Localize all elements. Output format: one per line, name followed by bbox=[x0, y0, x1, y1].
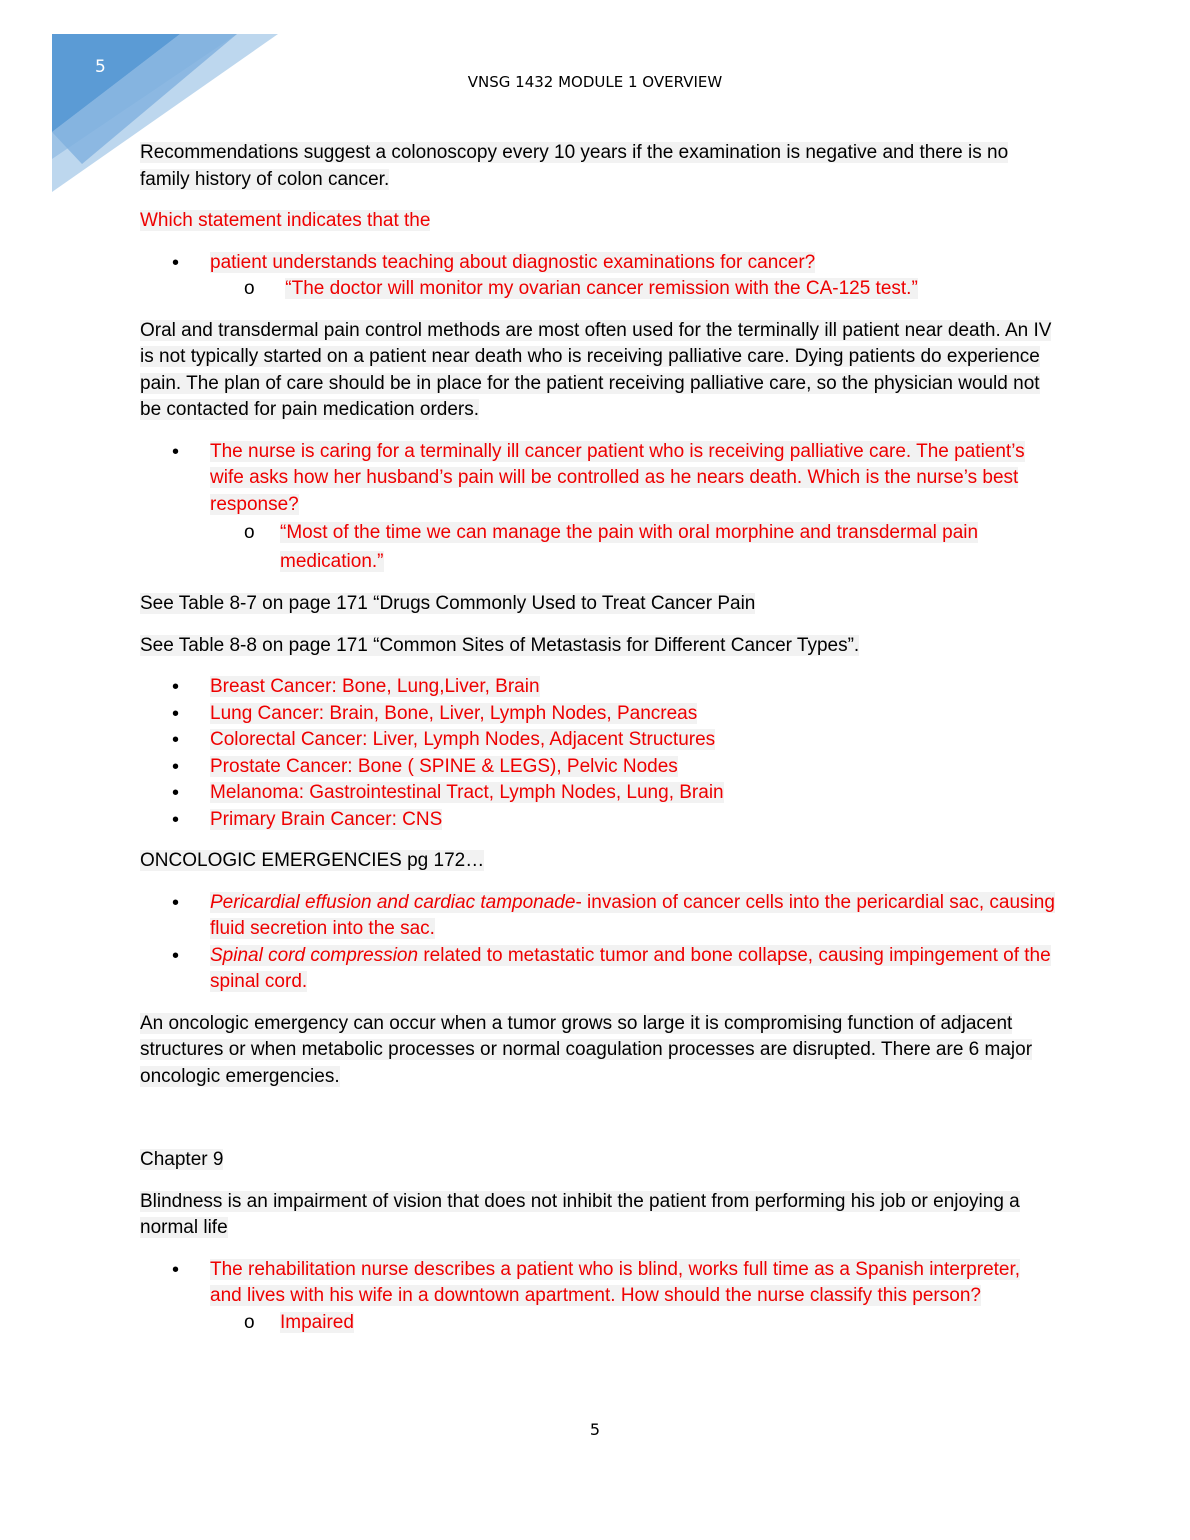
paragraph-pain-control: Oral and transdermal pain control methods are most often used for the terminally ill patient near death. An IV is not typically started on a patient near death who is receiving palliative care. Dying patients do experience pain. The plan of care should be in place for the patient receiving palliative care, so the physician would not be contacted for pain medication orders. bbox=[140, 319, 1052, 420]
document-body bbox=[140, 140, 1055, 1336]
paragraph-colonoscopy: Recommendations suggest a colonoscopy every 10 years if the examination is negative and there is no family history of colon cancer. bbox=[140, 142, 1009, 190]
header-title: VNSG 1432 MODULE 1 OVERVIEW bbox=[467, 73, 723, 91]
question-3-answer: o Impaired bbox=[140, 1310, 1055, 1337]
footer-page-number: 5 bbox=[589, 1420, 601, 1439]
header-page-number: 5 bbox=[95, 57, 106, 77]
list-item: • Pericardial effusion and cardiac tamponade- invasion of cancer cells into the pericardial sac, causing fluid secretion into the sac. bbox=[140, 890, 1055, 943]
list-item: • Melanoma: Gastrointestinal Tract, Lymph Nodes, Lung, Brain bbox=[140, 780, 1055, 807]
question-2-answer: o “Most of the time we can manage the pain with oral morphine and transdermal pain medication.” bbox=[140, 518, 1055, 576]
question-1-answer: o “The doctor will monitor my ovarian cancer remission with the CA-125 test.” bbox=[140, 276, 1055, 303]
question-1-lead: Which statement indicates that the bbox=[140, 210, 431, 231]
list-item: • Lung Cancer: Brain, Bone, Liver, Lymph Nodes, Pancreas bbox=[140, 701, 1055, 728]
emergencies-list bbox=[140, 890, 1055, 996]
table-reference-metastasis: See Table 8-8 on page 171 “Common Sites of Metastasis for Different Cancer Types”. bbox=[140, 634, 860, 656]
metastasis-list bbox=[140, 674, 1055, 833]
question-3-bullet: • The rehabilitation nurse describes a patient who is blind, works full time as a Spanish interpreter, and lives with his wife in a downtown apartment. How should the nurse classify this person? bbox=[140, 1257, 1055, 1310]
list-item: • Prostate Cancer: Bone ( SPINE & LEGS), Pelvic Nodes bbox=[140, 754, 1055, 781]
paragraph-oncologic-emergency: An oncologic emergency can occur when a tumor grows so large it is compromising function of adjacent structures or when metabolic processes or normal coagulation processes are disrupted. There are 6 major oncologic emergencies. bbox=[140, 1012, 1033, 1087]
emergencies-heading: ONCOLOGIC EMERGENCIES pg 172… bbox=[140, 850, 485, 871]
list-item: • Breast Cancer: Bone, Lung,Liver, Brain bbox=[140, 674, 1055, 701]
question-1-bullet: • patient understands teaching about diagnostic examinations for cancer? bbox=[140, 250, 1055, 277]
paragraph-blindness: Blindness is an impairment of vision that does not inhibit the patient from performing his job or enjoying a normal life bbox=[140, 1190, 1020, 1238]
list-item: • Colorectal Cancer: Liver, Lymph Nodes, Adjacent Structures bbox=[140, 727, 1055, 754]
table-reference-pain: See Table 8-7 on page 171 “Drugs Commonly Used to Treat Cancer Pain bbox=[140, 593, 756, 614]
chapter-heading: Chapter 9 bbox=[140, 1149, 224, 1170]
question-2-bullet: • The nurse is caring for a terminally ill cancer patient who is receiving palliative care. The patient’s wife asks how her husband’s pain will be controlled as he nears death. Which is the nurse’s best response? bbox=[140, 439, 1055, 519]
list-item: • Primary Brain Cancer: CNS bbox=[140, 807, 1055, 834]
list-item: • Spinal cord compression related to metastatic tumor and bone collapse, causing impingement of the spinal cord. bbox=[140, 943, 1055, 996]
